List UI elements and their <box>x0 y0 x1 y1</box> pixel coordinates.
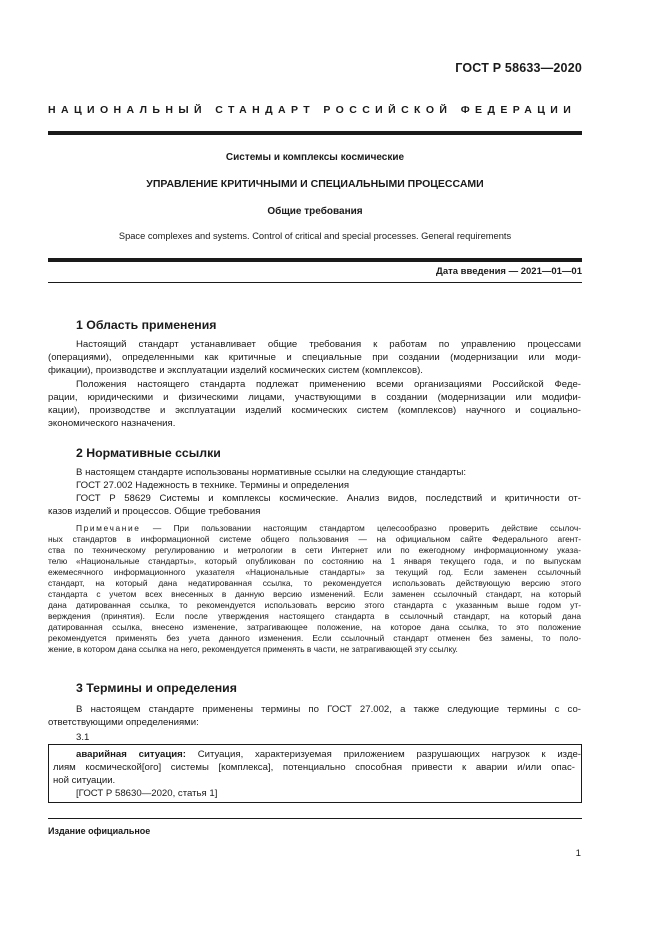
section-1-text: Положения настоящего стандарта подлежат применению всеми организациями Российской Феде- <box>76 379 581 390</box>
date-rule <box>48 282 582 283</box>
title-bottom-rule <box>48 258 582 262</box>
section-1-text: (операциями), определенными как критичные и специальные при создании (модернизации или моди- <box>48 352 581 363</box>
note-line: рекомендуется применять без учета данного изменения. Если ссылочный стандарт отменен без замены, то поло- <box>48 633 581 643</box>
note-line: телю «Национальные стандарты», который опубликован по состоянию на 1 января текущего года, и по выпускам <box>48 556 581 566</box>
note-line: ежемесячного информационного указателя «Национальные стандарты» за текущий год. Если заменен ссылочный <box>48 567 581 577</box>
note-line: ства по техническому регулированию и метрологии в сети Интернет или по ежегодному информационному указа- <box>48 545 581 555</box>
title-line-2: УПРАВЛЕНИЕ КРИТИЧНЫМИ И СПЕЦИАЛЬНЫМИ ПРОЦЕССАМИ <box>146 178 484 190</box>
section-1-text: Настоящий стандарт устанавливает общие требования к работам по управлению процессами <box>76 339 581 350</box>
term-definition-line: ной ситуации. <box>53 775 116 786</box>
term-definition-line: аварийная ситуация: Ситуация, характеризуемая приложением разрушающих нагрузок к изде- <box>76 749 581 760</box>
reference-item: казов изделий и процессов. Общие требования <box>48 506 261 517</box>
title-english: Space complexes and systems. Control of critical and special processes. General requirements <box>118 231 512 241</box>
term-definition-line: лиям космической[ого] системы [комплекса], потенциально способная привести к аварии и/или опас- <box>53 762 575 773</box>
reference-item: ГОСТ 27.002 Надежность в технике. Термины и определения <box>76 480 350 491</box>
term-number: 3.1 <box>76 732 90 743</box>
official-edition-label: Издание официальное <box>48 826 151 836</box>
page-number: 1 <box>575 848 581 859</box>
title-line-3: Общие требования <box>267 206 363 217</box>
section-3-heading: 3 Термины и определения <box>76 681 237 695</box>
section-1-text: кации), производстве и эксплуатации изделий космических систем (комплексов) научного и социально- <box>48 405 581 416</box>
section-2-heading: 2 Нормативные ссылки <box>76 446 221 460</box>
introduction-date: Дата введения — 2021—01—01 <box>436 266 582 277</box>
note-line: жение, в котором дана ссылка на него, рекомендуется применять в части, не затрагивающей эту ссылку. <box>48 644 458 654</box>
note-line: ных стандартов в информационной системе общего пользования — на официальном сайте Федерального агент- <box>48 534 581 544</box>
section-3-intro: В настоящем стандарте применены термины по ГОСТ 27.002, а также следующие термины с со- <box>76 704 581 715</box>
note-line: Примечание — При пользовании настоящим стандартом целесообразно проверить действие ссылоч- <box>76 523 581 533</box>
note-line: стандарта с учетом всех внесенных в данную версию изменений. Если заменен ссылочный стандарт, на который <box>48 589 581 599</box>
note-line: верждения (принятия). Если после утверждения настоящего стандарта в ссылочный стандарт, на который дана <box>48 611 581 621</box>
note-line: датированная ссылка, внесено изменение, затрагивающее положение, на которое дана ссылка, то это положение <box>48 622 581 632</box>
section-1-text: фикации), производстве и эксплуатации изделий космических систем (комплексов). <box>48 365 423 376</box>
national-standard-title: НАЦИОНАЛЬНЫЙ СТАНДАРТ РОССИЙСКОЙ ФЕДЕРАЦИИ <box>48 104 577 116</box>
section-2-intro: В настоящем стандарте использованы нормативные ссылки на следующие стандарты: <box>76 467 467 478</box>
reference-item: ГОСТ Р 58629 Системы и комплексы космические. Анализ видов, последствий и критичности от- <box>76 493 581 504</box>
document-code: ГОСТ Р 58633—2020 <box>455 61 582 75</box>
footer-rule <box>48 818 582 819</box>
section-1-heading: 1 Область применения <box>76 318 217 332</box>
section-1-text: рации, юридическими и физическими лицами, участвующими в создании (модернизации или модифи- <box>48 392 581 403</box>
note-label: Примечание <box>76 523 141 533</box>
title-line-1: Системы и комплексы космические <box>225 152 405 163</box>
top-rule <box>48 131 582 135</box>
section-1-text: экономического назначения. <box>48 418 176 429</box>
note-line: дана датированная ссылка, то рекомендуется использовать версию этого стандарта с указанным выше годом ут- <box>48 600 581 610</box>
note-line: стандарт, на который дана недатированная ссылка, то рекомендуется использовать действующую версию этого <box>48 578 581 588</box>
section-3-intro: ответствующими определениями: <box>48 717 199 728</box>
term-name: аварийная ситуация: <box>76 749 186 760</box>
term-source: [ГОСТ Р 58630—2020, статья 1] <box>76 788 218 799</box>
